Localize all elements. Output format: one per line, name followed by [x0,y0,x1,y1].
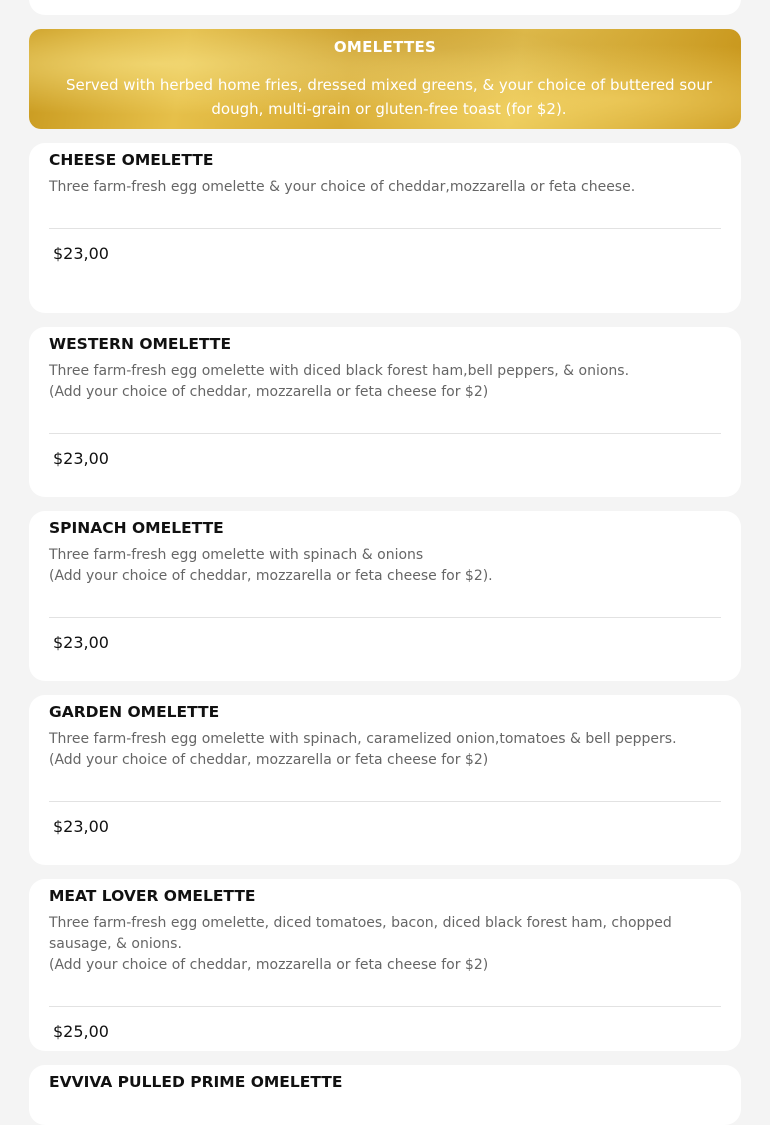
item-description [49,361,721,403]
item-divider [49,433,721,434]
item-divider [49,617,721,618]
item-name: SPINACH OMELETTE [49,519,224,537]
item-description [49,913,721,976]
menu-item-cheese-omelette[interactable] [29,143,741,313]
item-description-line: Three farm-fresh egg omelette, diced tomatoes, bacon, diced black forest ham, chopped sausage, & onions. [49,915,672,952]
menu-item-evviva-pulled-prime-omelette[interactable] [29,1065,741,1125]
item-price: $23,00 [53,244,109,263]
item-divider [49,801,721,802]
item-divider [49,228,721,229]
item-description-line: Three farm-fresh egg omelette with diced black forest ham,bell peppers, & onions. [49,363,630,379]
item-description-line: Three farm-fresh egg omelette with spinach & onions [49,547,424,563]
item-name: EVVIVA PULLED PRIME OMELETTE [49,1073,343,1091]
item-description-line: (Add your choice of cheddar, mozzarella or feta cheese for $2) [49,957,489,973]
item-name: WESTERN OMELETTE [49,335,232,353]
item-price: $23,00 [53,633,109,652]
item-description-line: (Add your choice of cheddar, mozzarella or feta cheese for $2) [49,384,489,400]
section-description: Served with herbed home fries, dressed mixed greens, & your choice of buttered sour dough, multi-grain or gluten-free toast (for $2). [65,76,713,118]
menu-item-meat-lover-omelette[interactable] [29,879,741,1051]
menu-item-garden-omelette[interactable] [29,695,741,865]
menu-item-spinach-omelette[interactable] [29,511,741,681]
menu-item-western-omelette[interactable] [29,327,741,497]
item-description-line: Three farm-fresh egg omelette with spinach, caramelized onion,tomatoes & bell peppers. [49,731,677,747]
item-description-line: Three farm-fresh egg omelette & your choice of cheddar,mozzarella or feta cheese. [49,179,636,195]
item-divider [49,1006,721,1007]
previous-menu-item-card [29,0,741,15]
item-price: $25,00 [53,1022,109,1041]
item-description [49,729,721,771]
item-price: $23,00 [53,449,109,468]
section-header-omelettes [29,29,741,129]
section-title: OMELETTES [333,38,437,56]
item-description [49,545,721,587]
item-description-line: (Add your choice of cheddar, mozzarella or feta cheese for $2). [49,568,493,584]
item-description-line: (Add your choice of cheddar, mozzarella or feta cheese for $2) [49,752,489,768]
item-name: CHEESE OMELETTE [49,151,214,169]
item-price: $23,00 [53,817,109,836]
item-description [49,177,721,198]
item-name: MEAT LOVER OMELETTE [49,887,256,905]
item-name: GARDEN OMELETTE [49,703,220,721]
